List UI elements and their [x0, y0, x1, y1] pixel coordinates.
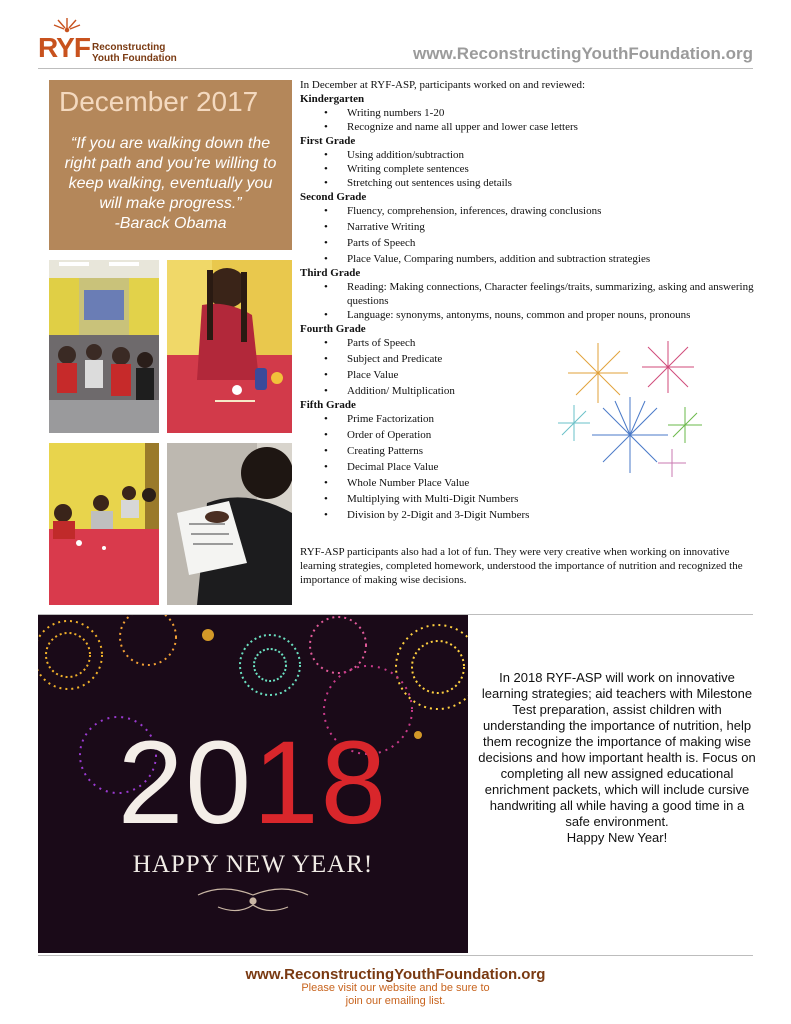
list-item: • Addition/ Multiplication	[300, 384, 760, 398]
list-item: • Multiplying with Multi-Digit Numbers	[300, 492, 760, 506]
list-item: • Recognize and name all upper and lower case letters	[300, 120, 760, 134]
footer-note-line-1: Please visit our website and be sure to	[301, 982, 490, 994]
list-item: • Using addition/subtraction	[300, 148, 760, 162]
plans-closing: Happy New Year!	[566, 830, 668, 845]
list-item: • Fluency, comprehension, inferences, drawing conclusions	[300, 204, 760, 218]
list-item: • Place Value, Comparing numbers, addition and subtraction strategies	[300, 252, 760, 266]
logo-line-1: Reconstructing	[92, 42, 166, 53]
grade-list-kindergarten	[300, 106, 760, 134]
header-divider	[38, 68, 753, 69]
list-item: • Whole Number Place Value	[300, 476, 760, 490]
year-display	[38, 715, 468, 851]
grade-list-third	[300, 280, 760, 322]
quote-box	[49, 80, 292, 250]
quote-text	[57, 134, 284, 234]
foundation-logo	[38, 16, 178, 66]
grade-heading-fourth: Fourth Grade	[300, 323, 366, 335]
photo-student-writing	[167, 443, 292, 605]
list-item: • Parts of Speech	[300, 336, 760, 350]
footer-note-line-2: join our emailing list.	[345, 995, 446, 1007]
list-item: • Stretching out sentences using details	[300, 176, 760, 190]
list-item: • Division by 2-Digit and 3-Digit Numbers	[300, 508, 760, 522]
grade-heading-first: First Grade	[300, 135, 356, 147]
list-item: • Narrative Writing	[300, 220, 760, 234]
fireworks-illustration	[550, 335, 710, 485]
happy-new-year-text: HAPPY NEW YEAR!	[132, 851, 374, 878]
curriculum-intro: In December at RYF-ASP, participants worked on and reviewed:	[300, 79, 586, 91]
grade-heading-third: Third Grade	[300, 267, 361, 279]
list-item: • Writing complete sentences	[300, 162, 760, 176]
year-part-white: 20	[117, 717, 253, 849]
grade-heading-fifth: Fifth Grade	[300, 399, 356, 411]
photo-teacher-craft	[167, 260, 292, 433]
list-item: • Subject and Predicate	[300, 352, 760, 366]
header-website-link[interactable]: www.ReconstructingYouthFoundation.org	[413, 44, 753, 63]
footer-divider	[38, 955, 753, 956]
month-title: December 2017	[59, 86, 259, 117]
list-item: • Parts of Speech	[300, 236, 760, 250]
grade-heading-second: Second Grade	[300, 191, 367, 203]
logo-line-2: Youth Foundation	[92, 53, 177, 64]
footer-website-link[interactable]: www.ReconstructingYouthFoundation.org	[245, 966, 546, 983]
list-item: • Prime Factorization	[300, 412, 760, 426]
plans-text: In 2018 RYF-ASP will work on innovative learning strategies; aid teachers with Milestone Test preparation, assist children with understanding the importance of nutrition, help them recognize the importance of making wise decisions and how important health is. Focus on completing all new assigned educational enrichment packets, which will include cursive handwriting all while having a good time in a safe environment.	[478, 670, 756, 829]
new-year-banner	[38, 615, 468, 953]
year-part-red: 18	[253, 717, 389, 849]
list-item: • Reading: Making connections, Character feelings/traits, summarizing, asking and answering questions	[300, 280, 760, 308]
list-item: • Language: synonyms, antonyms, nouns, common and proper nouns, pronouns	[300, 308, 760, 322]
logo-mark: RYF	[38, 32, 90, 63]
grade-list-first	[300, 148, 760, 190]
photo-classroom	[49, 260, 159, 433]
quote-attribution: -Barack Obama	[114, 215, 227, 232]
list-item: • Decimal Place Value	[300, 460, 760, 474]
list-item: • Writing numbers 1-20	[300, 106, 760, 120]
quote-body: “If you are walking down the right path and you’re willing to keep walking, eventually you will make progress.”	[64, 135, 277, 212]
logo-text	[92, 42, 177, 64]
photo-students-table	[49, 443, 159, 605]
summary-paragraph: RYF-ASP participants also had a lot of fun. They were very creative when working on innovative learning strategies, completed homework, understood the importance of nutrition and recognized the importance of making wise decisions.	[300, 546, 743, 586]
footer-note	[0, 982, 791, 1008]
grade-heading-kindergarten: Kindergarten	[300, 93, 365, 105]
plans-2018	[478, 670, 756, 846]
list-item: • Creating Patterns	[300, 444, 760, 458]
list-item: • Place Value	[300, 368, 760, 382]
list-item: • Order of Operation	[300, 428, 760, 442]
grade-list-second	[300, 204, 760, 266]
